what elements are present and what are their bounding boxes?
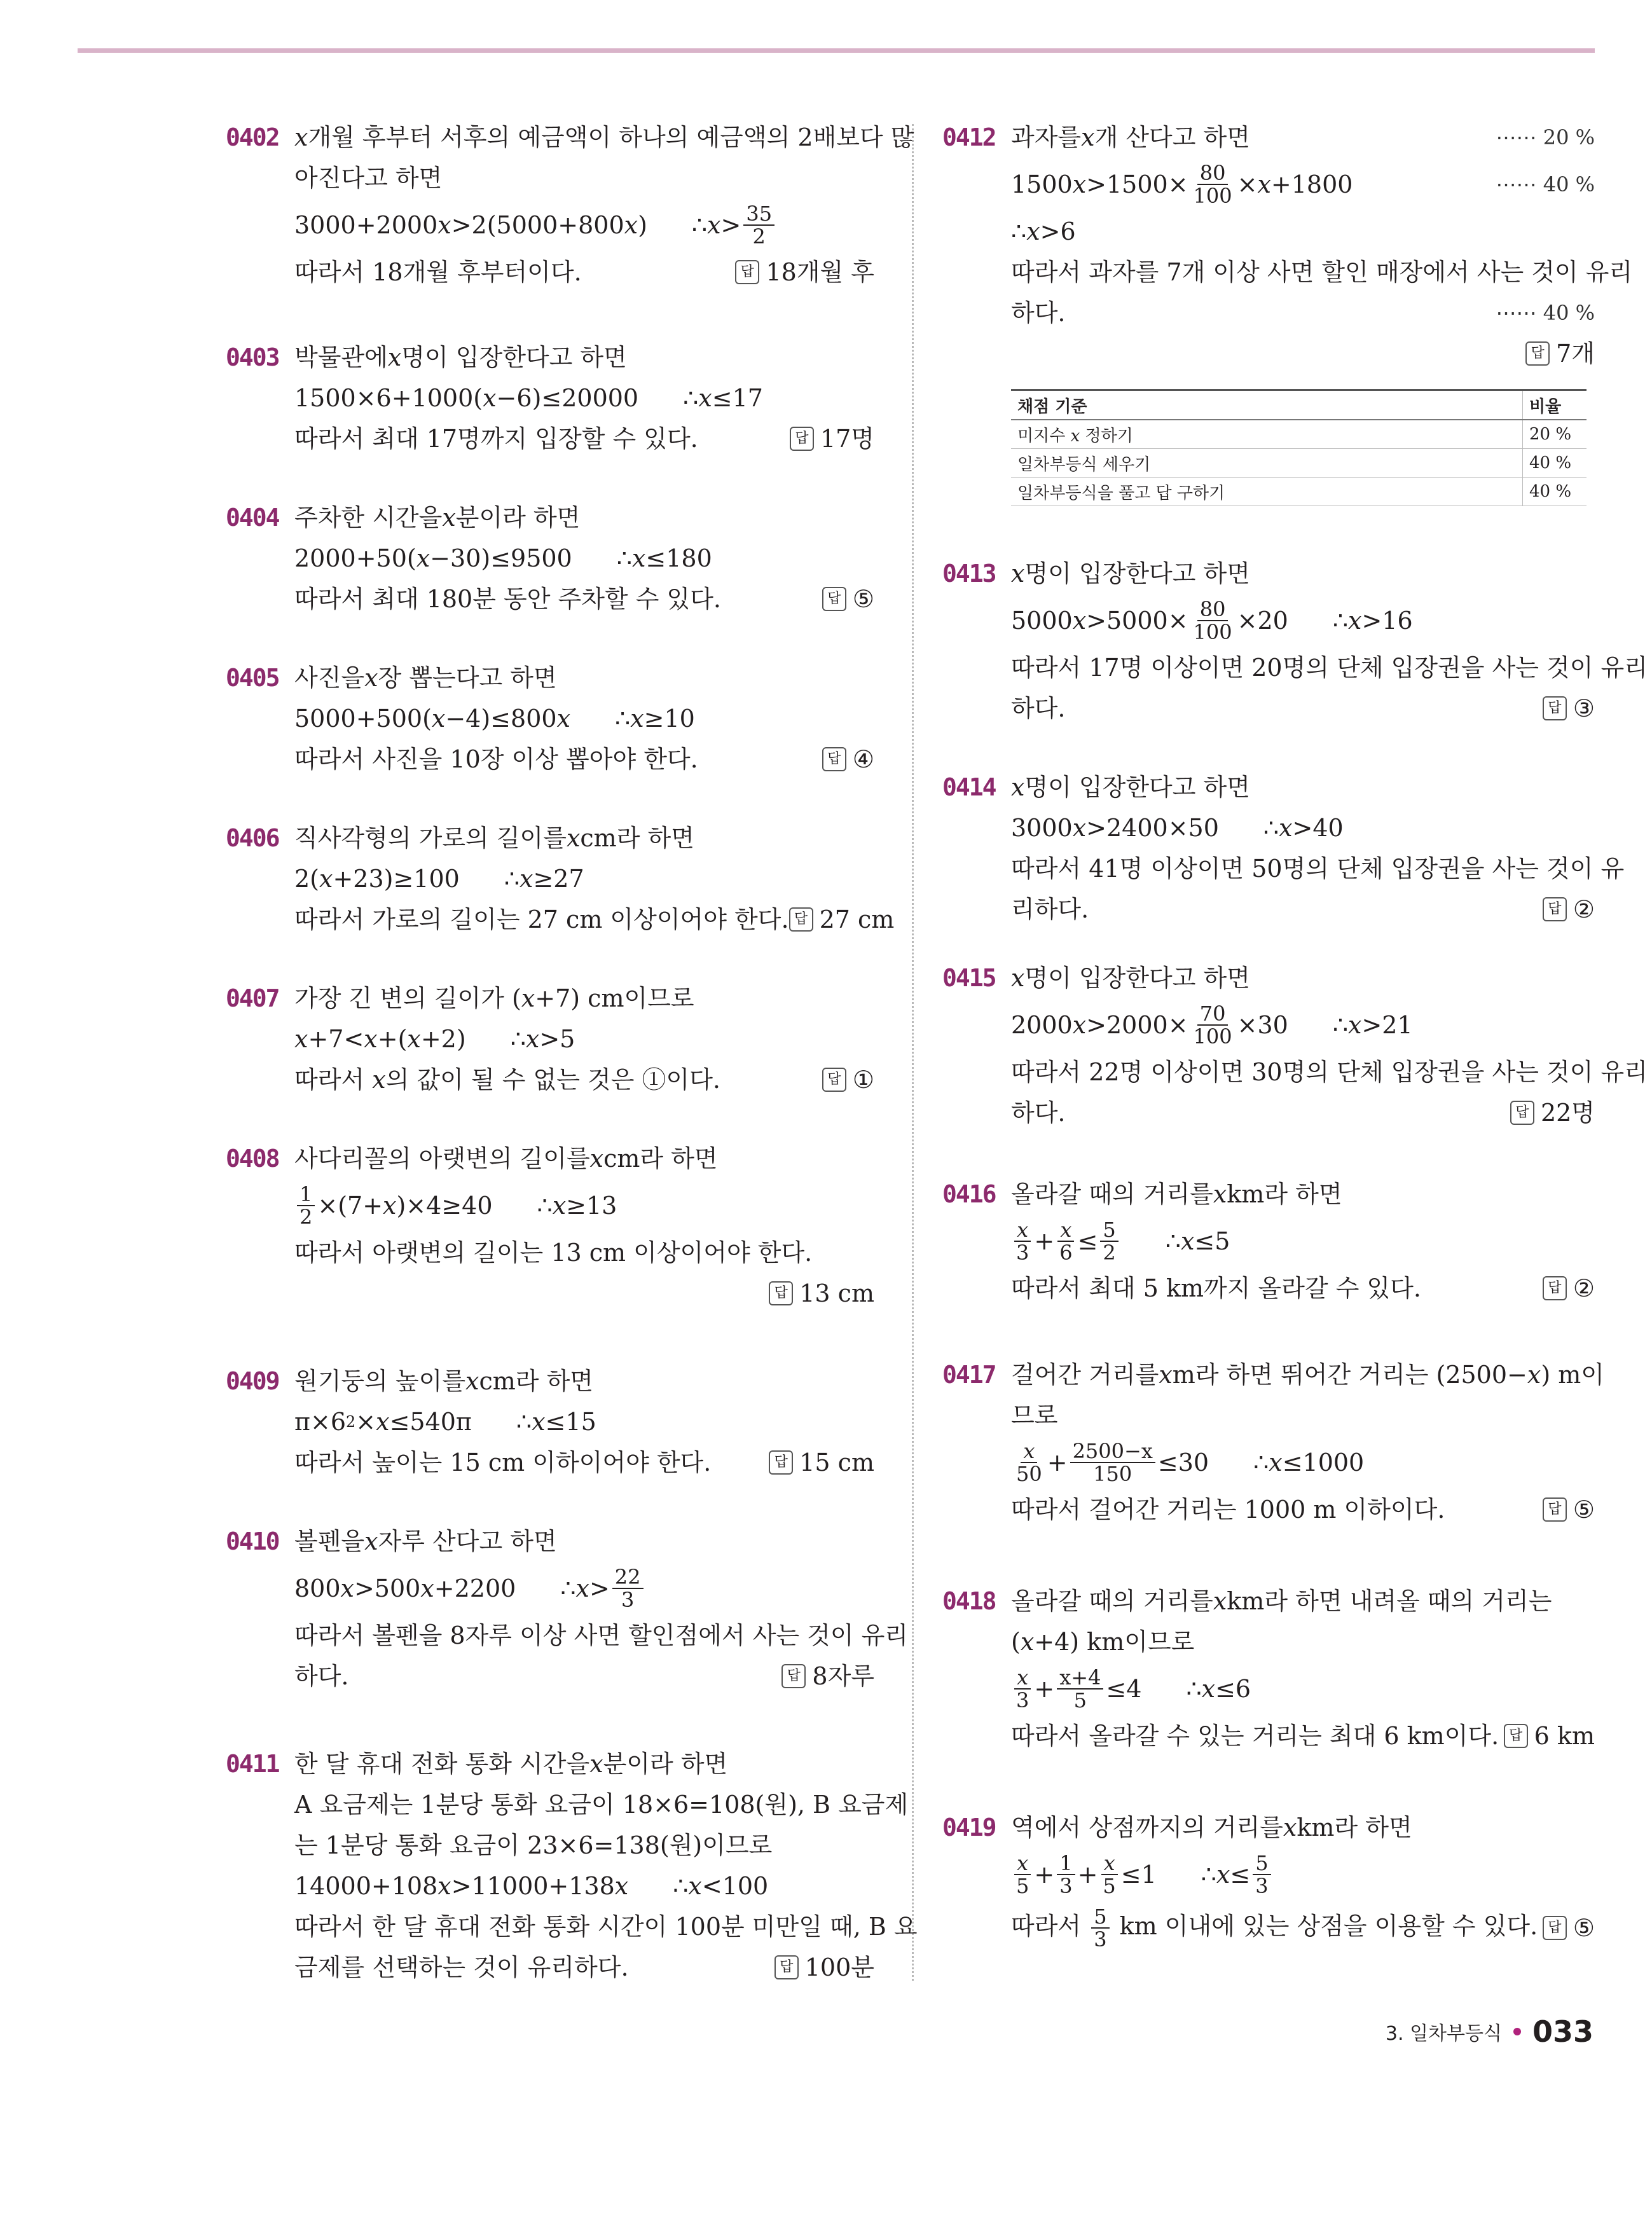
- conclusion: 따라서 18개월 후부터이다.: [294, 258, 582, 286]
- answer-icon: 답: [774, 1955, 799, 1979]
- table-row: 미지수 x 정하기 20 %: [1011, 420, 1587, 449]
- fraction: $\frac{x+4}{5}$: [1057, 1667, 1103, 1711]
- inequality: $\frac{x}{3}$ + $\frac{x+4}{5}$ ≤4 ∴ x ≤6: [1011, 1662, 1595, 1716]
- answer-icon: 답: [1543, 1497, 1567, 1522]
- conclusion: 따라서 높이는 15 cm 이하이어야 한다.: [294, 1449, 712, 1476]
- answer: 답 6 km: [1504, 1716, 1595, 1756]
- problem-0413: 0413 x 명이 입장한다고 하면 5000 x >5000× $\frac{80}{100}$ ×20 ∴ x >16 따라서 17명 이상이면 20명의 단체 입장권을 사는 것이 유리 하다. 답 ③: [942, 553, 1595, 729]
- fraction: $\frac{x}{6}$: [1057, 1219, 1075, 1263]
- fraction: $\frac{35}{2}$: [743, 203, 774, 247]
- answer: 답 7개: [1525, 333, 1595, 374]
- answer-icon: 답: [822, 1068, 846, 1092]
- problem-0406: 0406 직사각형의 가로의 길이를 x cm라 하면 2( x +23)≥100 ∴ x ≥27 따라서 가로의 길이는 27 cm 이상이어야 한다. 답 27 cm: [226, 818, 874, 940]
- conclusion: 따라서 17명 이상이면 20명의 단체 입장권을 사는 것이 유리: [1011, 654, 1648, 682]
- problem-0403: 0403 박물관에 x 명이 입장한다고 하면 1500×6+1000( x −6)≤20000 ∴ x ≤17 따라서 최대 17명까지 입장할 수 있다. 답 17명: [226, 337, 874, 459]
- problem-0409: 0409 원기둥의 높이를 x cm라 하면 π×6 2 × x ≤540π ∴ x ≤15 따라서 높이는 15 cm 이하이어야 한다. 답 15 cm: [226, 1361, 874, 1483]
- problem-0411: 0411 한 달 휴대 전화 통화 시간을 x 분이라 하면 A 요금제는 1분당 통화 요금이 18×6=108(원), B 요금제 는 1분당 통화 요금이 23×6=138(원)이므로 14000+108 x >11000+138 x ∴ x <100 따라서 한 달 휴대 전화 통화 시간이 100분 미만일 때, B 요 금제를 선택하는 것이 유리하다. 답 100분: [226, 1744, 874, 1988]
- bullet-icon: [1513, 2028, 1521, 2035]
- problem-number: 0413: [942, 560, 996, 588]
- answer-icon: 답: [789, 907, 813, 932]
- conclusion: 따라서 최대 180분 동안 주차할 수 있다.: [294, 585, 721, 613]
- answer-icon: 답: [822, 747, 846, 771]
- answer: 답 27 cm: [789, 899, 895, 940]
- score-note: ⋯⋯ 20 %: [1496, 125, 1595, 149]
- inequality: 800 x >500 x +2200 ∴ x > $\frac{22}{3}$: [294, 1562, 874, 1615]
- inequality: 5000 x >5000× $\frac{80}{100}$ ×20 ∴ x >16: [1011, 597, 1413, 644]
- conclusion: 따라서 올라갈 수 있는 거리는 최대 6 km이다.: [1011, 1722, 1499, 1750]
- answer: 답 22명: [1510, 1092, 1595, 1133]
- inequality: 3000 x >2400×50 ∴ x >40: [1011, 814, 1344, 842]
- inequality: 5000+500( x −4)≤800 x ∴ x ≥10: [294, 705, 695, 733]
- answer-icon: 답: [1543, 1276, 1567, 1300]
- conclusion: 따라서 걸어간 거리는 1000 m 이하이다.: [1011, 1496, 1445, 1524]
- answer: 답 ⑤: [822, 579, 874, 619]
- problem-number: 0409: [226, 1367, 279, 1395]
- problem-0415: 0415 x 명이 입장한다고 하면 2000 x >2000× $\frac{70}{100}$ ×30 ∴ x >21 따라서 22명 이상이면 30명의 단체 입장권을 사는 것이 유리 하다. 답 22명: [942, 958, 1595, 1133]
- answer-icon: 답: [1543, 696, 1567, 720]
- rubric-header-criteria: 채점 기준: [1011, 390, 1523, 420]
- problem-number: 0416: [942, 1180, 996, 1208]
- answer: 답 ②: [1543, 889, 1595, 930]
- problem-0412: 0412 과자를 x 개 산다고 하면 ⋯⋯ 20 % 1500 x >1500× $\frac{80}{100}$ × x +1800 ⋯⋯ 40 % ∴ x >6 따라서 과자를 7개 이상 사면 할인 매장에서 사는 것이 유리 하다. ⋯⋯ 40 % 답 7개: [942, 117, 1595, 374]
- score-note: ⋯⋯ 40 %: [1496, 172, 1595, 196]
- fraction: $\frac{x}{5}$: [1014, 1852, 1031, 1897]
- answer-icon: 답: [1525, 341, 1550, 366]
- inequality: $\frac{x}{3}$ + $\frac{x}{6}$ ≤ $\frac{5}{2}$ ∴ x ≤5: [1011, 1215, 1595, 1268]
- answer: 답 ⑤: [1543, 1489, 1595, 1530]
- inequality: 2000 x >2000× $\frac{70}{100}$ ×30 ∴ x >21: [1011, 1001, 1413, 1049]
- conclusion: 따라서 아랫변의 길이는 13 cm 이상이어야 한다.: [294, 1239, 813, 1267]
- answer-icon: 답: [1504, 1724, 1528, 1748]
- answer: 답 13 cm: [769, 1273, 874, 1314]
- fraction: $\frac{80}{100}$: [1193, 597, 1232, 644]
- answer: 답 ③: [1543, 688, 1595, 729]
- answer: 답 100분: [774, 1947, 874, 1988]
- conclusion: 따라서 과자를 7개 이상 사면 할인 매장에서 사는 것이 유리: [1011, 258, 1633, 286]
- problem-0416: 0416 올라갈 때의 거리를 x km라 하면 $\frac{x}{3}$ + $\frac{x}{6}$ ≤ $\frac{5}{2}$ ∴ x ≤5 따라서 최대 5 km까지 올라갈 수 있다. 답 ②: [942, 1174, 1595, 1309]
- top-rule: [78, 48, 1595, 53]
- rubric-header-ratio: 비율: [1523, 390, 1587, 420]
- fraction: $\frac{1}{3}$: [1057, 1852, 1075, 1897]
- problem-number: 0415: [942, 964, 996, 992]
- problem-number: 0418: [942, 1587, 996, 1615]
- problem-0419: 0419 역에서 상점까지의 거리를 x km라 하면 $\frac{x}{5}$ + $\frac{1}{3}$ + $\frac{x}{5}$ ≤1 ∴ x ≤ $\frac{5}{3}$ 따라서 $\frac{5}{3}$ km 이내에 있는 상점을 이용할 수 있다. 답 ⑤: [942, 1807, 1595, 1955]
- problem-0414: 0414 x 명이 입장한다고 하면 3000 x >2400×50 ∴ x >40 따라서 41명 이상이면 50명의 단체 입장권을 사는 것이 유 리하다. 답 ②: [942, 767, 1595, 930]
- scoring-rubric-table: [1011, 389, 1587, 506]
- inequality: $\frac{x}{5}$ + $\frac{1}{3}$ + $\frac{x}{5}$ ≤1 ∴ x ≤ $\frac{5}{3}$: [1011, 1848, 1595, 1901]
- problem-0402: 0402 x 개월 후부터 서후의 예금액이 하나의 예금액의 2배보다 많 아진다고 하면 3000+2000 x >2(5000+800 x ) ∴ x > $\frac{35}{2}$ 따라서 18개월 후부터이다. 답 18개월 후: [226, 117, 874, 293]
- answer: 답 18개월 후: [735, 252, 874, 293]
- answer: 답 ⑤: [1543, 1908, 1595, 1948]
- problem-number: 0412: [942, 123, 996, 151]
- answer-icon: 답: [1543, 1916, 1567, 1940]
- inequality: 3000+2000 x >2(5000+800 x ) ∴ x > $\frac{35}{2}$: [294, 198, 874, 252]
- problem-number: 0405: [226, 664, 279, 692]
- chapter-title: 3. 일차부등식: [1385, 2023, 1502, 2045]
- inequality: 2000+50( x −30)≤9500 ∴ x ≤180: [294, 544, 712, 572]
- table-row: 일차부등식 세우기 40 %: [1011, 449, 1587, 478]
- table-row: 일차부등식을 풀고 답 구하기 40 %: [1011, 478, 1587, 506]
- answer-icon: 답: [781, 1664, 806, 1688]
- conclusion: 따라서 가로의 길이는 27 cm 이상이어야 한다.: [294, 905, 789, 933]
- problem-number: 0419: [942, 1814, 996, 1841]
- answer-icon: 답: [822, 587, 846, 611]
- problem-0418: 0418 올라갈 때의 거리를 x km라 하면 내려올 때의 거리는 ( x +4) km이므로 $\frac{x}{3}$ + $\frac{x+4}{5}$ ≤4 ∴ x ≤6 따라서 올라갈 수 있는 거리는 최대 6 km이다. 답 6 km: [942, 1581, 1595, 1756]
- problem-0408: 0408 사다리꼴의 아랫변의 길이를 x cm라 하면 $\frac{1}{2}$ ×(7+ x )×4≥40 ∴ x ≥13 따라서 아랫변의 길이는 13 cm 이상이어야 한다. 답 13 cm: [226, 1138, 874, 1314]
- inequality: 14000+108 x >11000+138 x ∴ x <100: [294, 1872, 769, 1900]
- problem-number: 0403: [226, 343, 279, 371]
- answer: 답 15 cm: [769, 1442, 874, 1483]
- fraction: $\frac{x}{3}$: [1014, 1219, 1031, 1263]
- inequality: $\frac{x}{50}$ + $\frac{2500-x}{150}$ ≤30 ∴ x ≤1000: [1011, 1436, 1595, 1489]
- problem-0417: 0417 걸어간 거리를 x m라 하면 뛰어간 거리는 (2500− x ) m이 므로 $\frac{x}{50}$ + $\frac{2500-x}{150}$ ≤30 ∴ x ≤1000 따라서 걸어간 거리는 1000 m 이하이다. 답 ⑤: [942, 1354, 1595, 1530]
- fraction: $\frac{70}{100}$: [1193, 1001, 1232, 1049]
- column-divider: [912, 124, 914, 1981]
- answer: 답 17명: [790, 418, 874, 459]
- inequality: π×6 2 × x ≤540π ∴ x ≤15: [294, 1408, 596, 1436]
- fraction: $\frac{1}{2}$: [297, 1183, 315, 1228]
- problem-0404: 0404 주차한 시간을 x 분이라 하면 2000+50( x −30)≤9500 ∴ x ≤180 따라서 최대 180분 동안 주차할 수 있다. 답 ⑤: [226, 497, 874, 619]
- fraction: $\frac{5}{2}$: [1100, 1219, 1118, 1263]
- problem-number: 0404: [226, 504, 279, 532]
- fraction: $\frac{x}{3}$: [1014, 1667, 1031, 1711]
- score-note: ⋯⋯ 40 %: [1496, 301, 1595, 325]
- page-footer: [1386, 2014, 1593, 2049]
- answer-icon: 답: [1543, 897, 1567, 921]
- fraction: $\frac{x}{5}$: [1100, 1852, 1118, 1897]
- problem-number: 0408: [226, 1145, 279, 1173]
- conclusion: 따라서 사진을 10장 이상 뽑아야 한다.: [294, 745, 698, 773]
- problem-number: 0407: [226, 984, 279, 1012]
- fraction: $\frac{x}{50}$: [1016, 1439, 1042, 1486]
- problem-number: 0417: [942, 1361, 996, 1389]
- conclusion: 따라서 최대 5 km까지 올라갈 수 있다.: [1011, 1274, 1421, 1302]
- fraction: $\frac{2500-x}{150}$: [1070, 1440, 1155, 1485]
- inequality: 1500 x >1500× $\frac{80}{100}$ × x +1800 ⋯⋯ 40 %: [1011, 161, 1595, 208]
- answer: 답 8자루: [781, 1656, 874, 1697]
- problem-0407: 0407 가장 긴 변의 길이가 ( x +7) cm이므로 x +7< x +( x +2) ∴ x >5 따라서 x의 값이 될 수 없는 것은 ①이다. 답 ①: [226, 978, 874, 1100]
- problem-0405: 0405 사진을 x 장 뽑는다고 하면 5000+500( x −4)≤800 x ∴ x ≥10 따라서 사진을 10장 이상 뽑아야 한다. 답 ④: [226, 657, 874, 780]
- answer-icon: 답: [735, 260, 759, 284]
- answer-icon: 답: [1510, 1101, 1534, 1125]
- problem-number: 0410: [226, 1527, 279, 1555]
- conclusion: 따라서 x의 값이 될 수 없는 것은 ①이다.: [294, 1066, 720, 1094]
- answer-icon: 답: [769, 1450, 793, 1475]
- conclusion: 따라서 최대 17명까지 입장할 수 있다.: [294, 425, 698, 453]
- answer-icon: 답: [769, 1281, 793, 1305]
- inequality: 1500×6+1000( x −6)≤20000 ∴ x ≤17: [294, 384, 763, 412]
- answer-icon: 답: [790, 427, 814, 451]
- inequality: x +7< x +( x +2) ∴ x >5: [294, 1025, 575, 1053]
- problem-number: 0402: [226, 123, 279, 151]
- page-number: 033: [1532, 2014, 1593, 2049]
- conclusion: 따라서 22명 이상이면 30명의 단체 입장권을 사는 것이 유리: [1011, 1058, 1648, 1086]
- conclusion: 따라서 볼펜을 8자루 이상 사면 할인점에서 사는 것이 유리: [294, 1621, 909, 1649]
- fraction: $\frac{22}{3}$: [612, 1566, 644, 1611]
- answer: 답 ④: [822, 739, 874, 780]
- fraction: $\frac{80}{100}$: [1193, 161, 1232, 208]
- answer: 답 ②: [1543, 1268, 1595, 1309]
- answer: 답 ①: [822, 1059, 874, 1100]
- fraction: $\frac{5}{3}$: [1253, 1852, 1270, 1897]
- problem-number: 0406: [226, 824, 279, 852]
- problem-0410: 0410 볼펜을 x 자루 산다고 하면 800 x >500 x +2200 ∴ x > $\frac{22}{3}$ 따라서 볼펜을 8자루 이상 사면 할인점에서 사는 것이 유리 하다. 답 8자루: [226, 1521, 874, 1697]
- conclusion: 따라서 41명 이상이면 50명의 단체 입장권을 사는 것이 유: [1011, 855, 1625, 883]
- problem-number: 0411: [226, 1750, 279, 1778]
- conclusion: 따라서 한 달 휴대 전화 통화 시간이 100분 미만일 때, B 요: [294, 1913, 918, 1941]
- fraction: $\frac{5}{3}$: [1091, 1906, 1109, 1950]
- conclusion: 따라서 $\frac{5}{3}$ km 이내에 있는 상점을 이용할 수 있다.: [1011, 1904, 1538, 1952]
- problem-number: 0414: [942, 773, 996, 801]
- inequality: 2( x +23)≥100 ∴ x ≥27: [294, 865, 584, 893]
- inequality: $\frac{1}{2}$ ×(7+ x )×4≥40 ∴ x ≥13: [294, 1179, 874, 1232]
